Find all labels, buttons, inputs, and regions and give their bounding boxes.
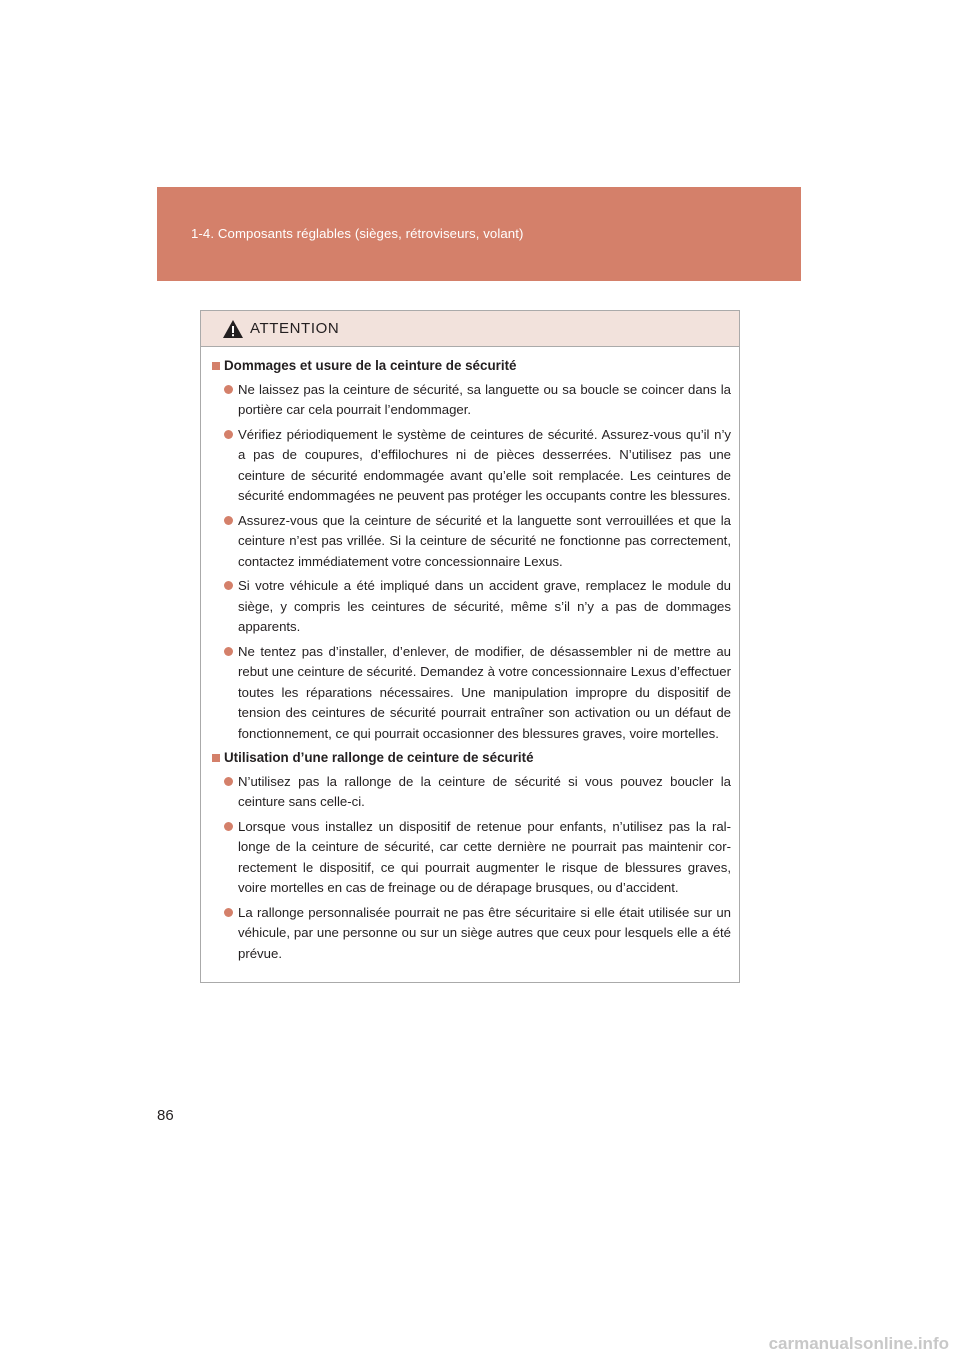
list-item bbox=[224, 903, 731, 965]
list-item bbox=[224, 425, 731, 507]
section-title bbox=[212, 356, 731, 377]
list-item bbox=[224, 380, 731, 421]
section-title-text: Dommages et usure de la ceinture de sécurité bbox=[224, 358, 517, 373]
list-item bbox=[224, 772, 731, 813]
list-item-text: Assurez-vous que la ceinture de sécurité et la languette sont verrouillées et que la ceinture n’est pas vrillée. Si la ceinture de sécurité ne fonctionne pas correctement, contactez immédiatement votre concessionnaire Lexus. bbox=[238, 512, 731, 569]
list-item-text: Vérifiez périodiquement le système de ceintures de sécurité. Assurez-vous qu’il n’y a pas de coupures, d’effilochures ni de pièces desserrées. N’utilisez pas une ceinture de sécurité endommagée avant qu’elle soit remplacée. Les ceintures de sécurité endommagées ne peuvent pas protéger les occupants contre les blessures. bbox=[238, 426, 731, 503]
watermark-logo bbox=[703, 1333, 949, 1353]
circle-bullet-icon bbox=[224, 430, 233, 439]
list-item bbox=[224, 817, 731, 899]
circle-bullet-icon bbox=[224, 516, 233, 525]
warning-body bbox=[201, 347, 739, 964]
section-title-text: Utilisation d’une rallonge de ceinture de sécurité bbox=[224, 750, 534, 765]
circle-bullet-icon bbox=[224, 908, 233, 917]
page-number: 86 bbox=[157, 1107, 174, 1124]
circle-bullet-icon bbox=[224, 647, 233, 656]
list-item-text: Si votre véhicule a été impliqué dans un accident grave, remplacez le module du siège, y compris les ceintures de sécurité, même s’il n’y a pas de dommages apparents. bbox=[238, 578, 731, 634]
section-title bbox=[212, 748, 731, 769]
list-item bbox=[224, 576, 731, 638]
chapter-title: 1-4. Composants réglables (sièges, rétroviseurs, volant) bbox=[191, 226, 524, 241]
square-bullet-icon bbox=[212, 754, 220, 762]
chapter-header bbox=[157, 187, 801, 281]
list-item bbox=[224, 511, 731, 573]
list-item-text: Ne laissez pas la ceinture de sécurité, sa languette ou sa boucle se coincer dans la portière car cela pourrait l’endommager. bbox=[238, 381, 731, 417]
warning-header bbox=[201, 311, 739, 347]
svg-text:carmanualsonline.info: carmanualsonline.info bbox=[768, 1334, 949, 1353]
square-bullet-icon bbox=[212, 362, 220, 370]
warning-triangle-icon bbox=[222, 319, 244, 339]
list-item bbox=[224, 642, 731, 745]
circle-bullet-icon bbox=[224, 385, 233, 394]
list-item-text: Lorsque vous installez un dispositif de retenue pour enfants, n’utilisez pas la ral-longe de la ceinture de sécurité, car cette dernière ne pourrait pas maintenir cor-rectement le dispositif, ce qui pourrait augmenter le risque de blessures graves, voire mortelles en cas de freinage ou de dérapage brusques, ou d’accident. bbox=[238, 818, 731, 895]
list-item-text: Ne tentez pas d’installer, d’enlever, de modifier, de désassembler ni de mettre au rebut une ceinture de sécurité. Demandez à votre concessionnaire Lexus d’effectuer toutes les réparations nécessaires. Une manipulation impropre du dispositif de tension des ceintures de sécurité pourrait entraîner son activation ou un défaut de fonctionnement, ce qui pourrait occasionner des blessures graves, voire mortelles. bbox=[238, 643, 731, 741]
list-item-text: N’utilisez pas la rallonge de la ceinture de sécurité si vous pouvez boucler la ceinture sans celle-ci. bbox=[238, 773, 731, 809]
list-item-text: La rallonge personnalisée pourrait ne pas être sécuritaire si elle était utilisée sur un véhicule, par une personne ou sur un siège autres que ceux pour lesquels elle a été prévue. bbox=[238, 904, 731, 961]
warning-title: ATTENTION bbox=[250, 320, 340, 337]
circle-bullet-icon bbox=[224, 581, 233, 590]
circle-bullet-icon bbox=[224, 777, 233, 786]
circle-bullet-icon bbox=[224, 822, 233, 831]
warning-box bbox=[200, 310, 740, 983]
